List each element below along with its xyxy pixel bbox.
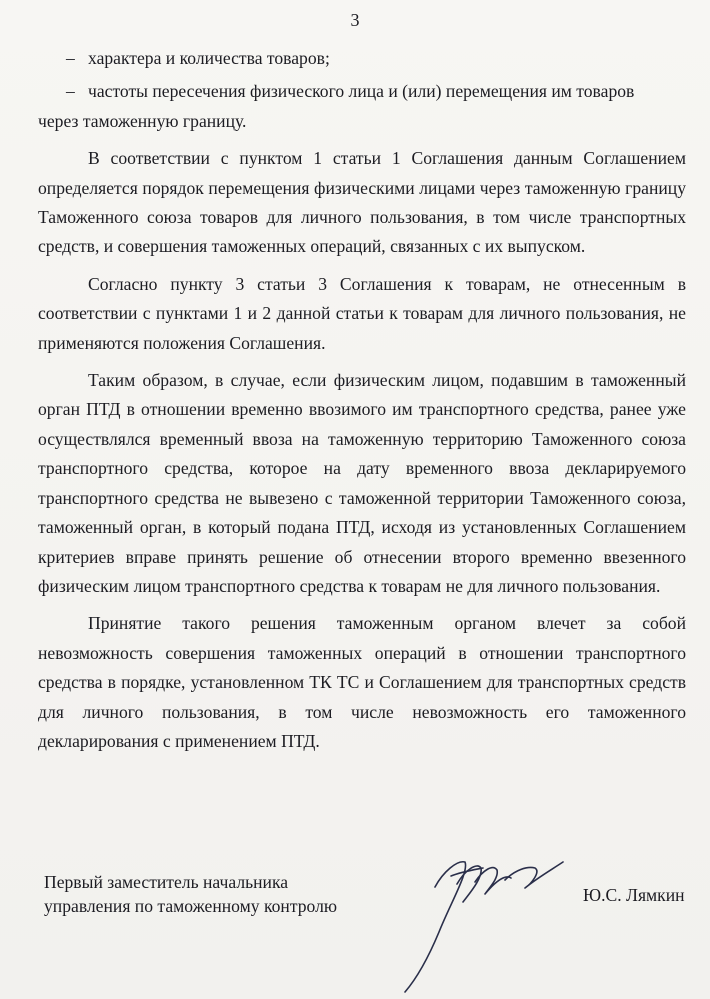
page-number: 3 (350, 10, 360, 30)
list-dash: – (66, 81, 75, 102)
paragraph: В соответствии с пунктом 1 статьи 1 Соглашения данным Соглашением определяется порядок перемещения физическими лицами через таможенную границу Таможенного союза товаров для личного пользования, в том числе транспортных средств, и совершения таможенных операций, связанных с их выпуском. (38, 148, 686, 257)
list-item (38, 77, 686, 106)
list-item-text: характера и количества товаров; (88, 48, 330, 68)
list-continuation: через таможенную границу. (38, 110, 247, 131)
signatory-name: Ю.С. Лямкин (583, 885, 685, 905)
handwritten-signature (365, 832, 585, 997)
signatory-position (44, 870, 337, 918)
list-item (38, 44, 686, 73)
paragraph: Согласно пункту 3 статьи 3 Соглашения к товарам, не отнесенным в соответствии с пунктами 1 и 2 данной статьи к товарам для личного пользования, не применяются положения Соглашения. (38, 273, 686, 353)
document-body (38, 44, 686, 756)
position-line: управления по таможенному контролю (44, 896, 338, 916)
list-dash: – (66, 48, 75, 68)
paragraph: Таким образом, в случае, если физическим лицом, подавшим в таможенный орган ПТД в отношении временно ввозимого им транспортного средства, ранее уже осуществлялся временный ввоза на таможенную территорию Таможенного союза транспортного средства, которое на дату временного ввоза декларируемого транспортного средства не вывезено с таможенной территории Таможенного союза, таможенный орган, в который подана ПТД, исходя из установленных Соглашением критериев вправе принять решение об отнесении второго временно ввезенного физическим лицом транспортного средства к товарам не для личного пользования. (38, 370, 686, 596)
position-line: Первый заместитель начальника (44, 872, 289, 892)
list-item-text: частоты пересечения физического лица и (или) перемещения им товаров (88, 81, 635, 102)
paragraph: Принятие такого решения таможенным органом влечет за собой невозможность совершения таможенных операций в отношении транспортного средства в порядке, установленном ТК ТС и Соглашением для транспортных средств для личного пользования, в том числе невозможность его таможенного декларирования с применением ПТД. (38, 613, 686, 751)
